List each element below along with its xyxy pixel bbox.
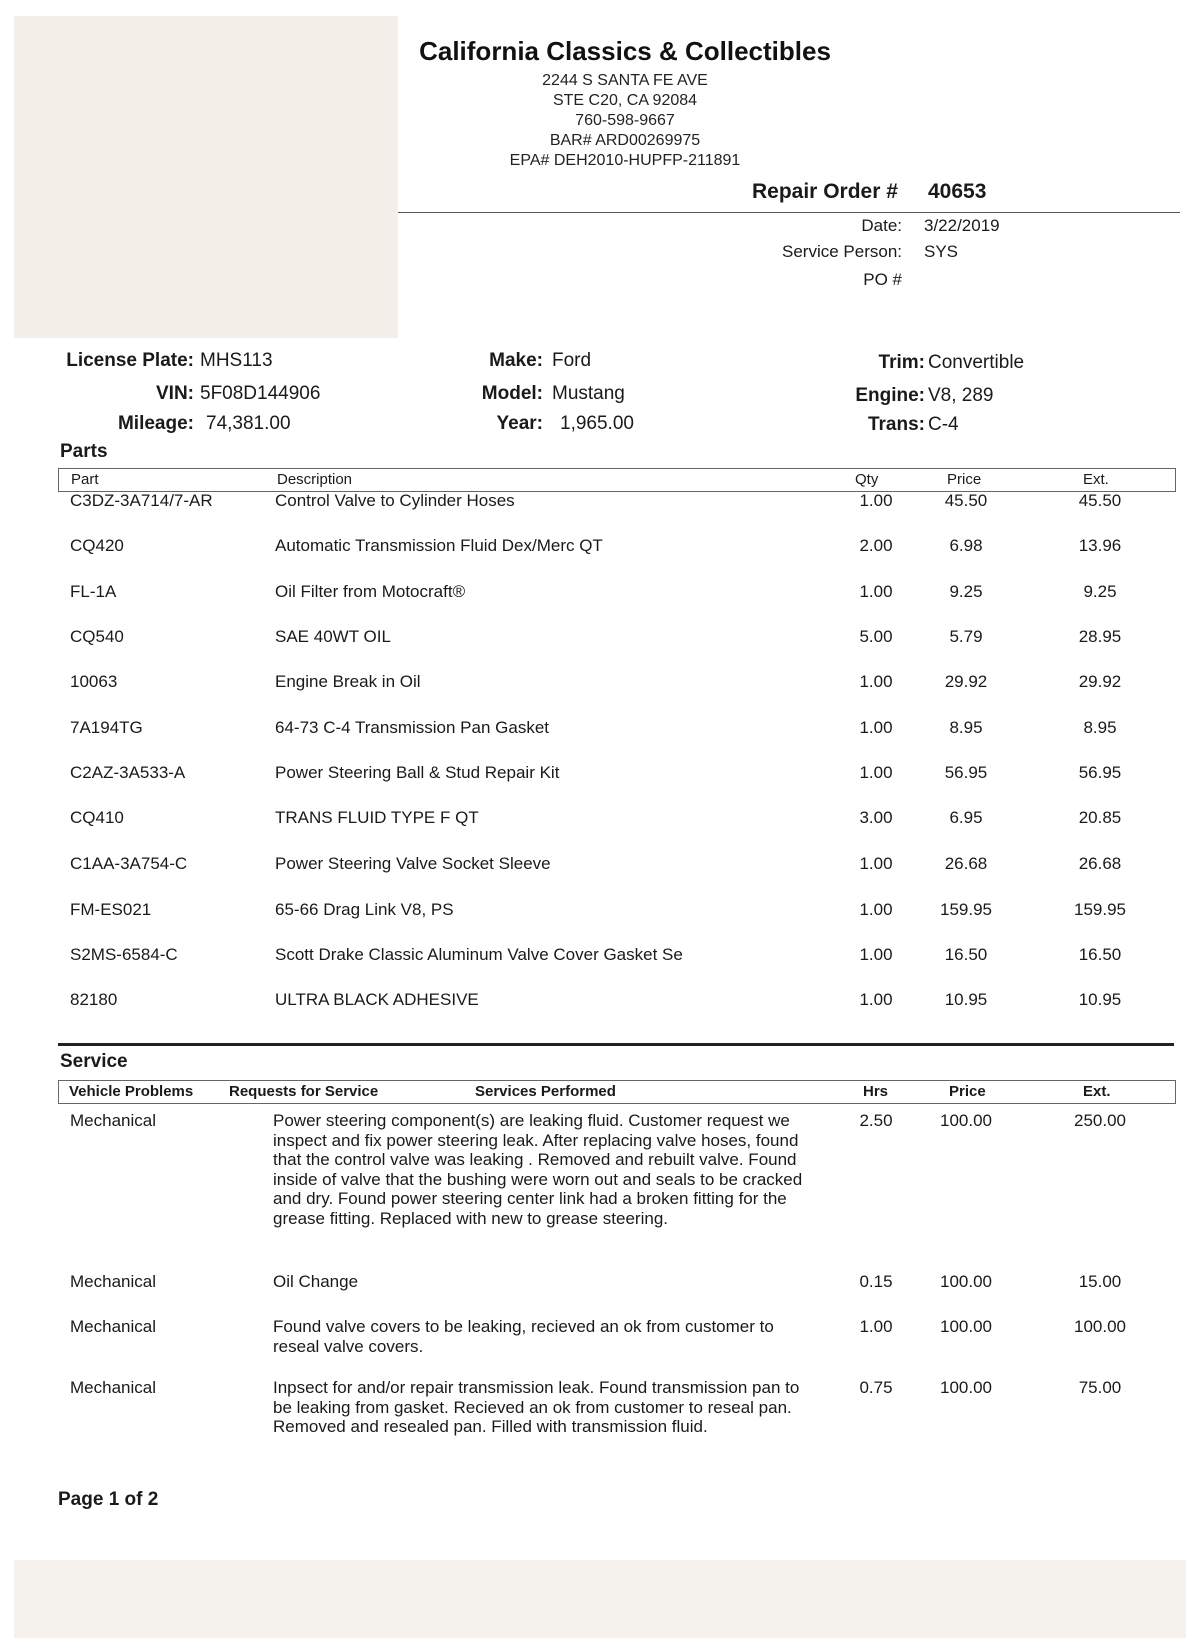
- part-description: TRANS FLUID TYPE F QT: [275, 808, 479, 827]
- part-price: 5.79: [949, 627, 983, 646]
- service-hrs: 0.75: [859, 1378, 893, 1397]
- part-description: Control Valve to Cylinder Hoses: [275, 491, 515, 510]
- part-qty: 2.00: [859, 536, 893, 555]
- service-price: 100.00: [940, 1378, 992, 1397]
- service-ext: 100.00: [1074, 1317, 1126, 1336]
- col-qty: Qty: [855, 471, 879, 488]
- part-ext: 13.96: [1078, 536, 1122, 555]
- part-number: FM-ES021: [70, 900, 152, 919]
- part-ext: 26.68: [1078, 854, 1122, 873]
- col-vehicle-problems: Vehicle Problems: [69, 1083, 194, 1100]
- part-price: 6.98: [949, 536, 983, 555]
- service-price: 100.00: [940, 1317, 992, 1336]
- year-value: 1,965.00: [560, 413, 634, 434]
- col-services-performed: Services Performed: [475, 1083, 616, 1100]
- header-divider: [398, 212, 1180, 213]
- part-description: Scott Drake Classic Aluminum Valve Cover Gasket Se: [275, 945, 683, 964]
- part-price: 9.25: [949, 582, 983, 601]
- trans-label: Trans:: [867, 414, 925, 435]
- service-person-value: SYS: [924, 242, 959, 261]
- part-price: 56.95: [944, 763, 988, 782]
- address-line: 2244 S SANTA FE AVE: [542, 72, 708, 89]
- service-problem: Mechanical: [70, 1378, 156, 1397]
- part-ext: 29.92: [1078, 672, 1122, 691]
- service-description: Oil Change: [273, 1272, 359, 1291]
- part-number: CQ420: [70, 536, 124, 555]
- repair-order-label: Repair Order #: [752, 180, 898, 203]
- repair-order-number: 40653: [928, 180, 987, 203]
- parts-section-title: Parts: [60, 441, 108, 462]
- part-description: 65-66 Drag Link V8, PS: [275, 900, 454, 919]
- part-qty: 1.00: [859, 900, 893, 919]
- part-price: 6.95: [949, 808, 983, 827]
- epa-number: EPA# DEH2010-HUPFP-211891: [509, 152, 741, 169]
- parts-row: [0, 627, 1200, 657]
- date-label: Date:: [861, 216, 902, 235]
- part-price: 10.95: [944, 990, 988, 1009]
- service-ext: 75.00: [1078, 1378, 1122, 1397]
- service-person-label: Service Person:: [782, 242, 902, 261]
- part-price: 29.92: [944, 672, 988, 691]
- trim-value: Convertible: [928, 352, 1025, 373]
- part-number: FL-1A: [70, 582, 117, 601]
- part-qty: 1.00: [859, 990, 893, 1009]
- parts-row: [0, 854, 1200, 884]
- col-hrs: Hrs: [863, 1083, 889, 1100]
- service-ext: 250.00: [1074, 1111, 1126, 1130]
- scan-shading: [14, 16, 398, 338]
- service-ext: 15.00: [1078, 1272, 1122, 1291]
- vin-value: 5F08D144906: [200, 383, 321, 404]
- col-requests: Requests for Service: [229, 1083, 379, 1100]
- make-label: Make:: [489, 350, 543, 371]
- parts-row: [0, 900, 1200, 930]
- parts-row: [0, 491, 1200, 521]
- parts-row: [0, 990, 1200, 1020]
- address-line: STE C20, CA 92084: [552, 92, 698, 109]
- col-ext: Ext.: [1083, 471, 1109, 488]
- part-qty: 1.00: [859, 718, 893, 737]
- part-qty: 1.00: [859, 763, 893, 782]
- service-price: 100.00: [940, 1272, 992, 1291]
- part-description: SAE 40WT OIL: [275, 627, 391, 646]
- scan-shading-bottom: [14, 1560, 1186, 1638]
- part-description: Engine Break in Oil: [275, 672, 421, 691]
- service-price: 100.00: [940, 1111, 992, 1130]
- part-description: Oil Filter from Motocraft®: [275, 582, 466, 601]
- model-value: Mustang: [552, 383, 625, 404]
- service-hrs: 2.50: [859, 1111, 893, 1130]
- part-number: C3DZ-3A714/7-AR: [70, 491, 213, 510]
- part-number: 82180: [70, 990, 118, 1009]
- trim-label: Trim:: [878, 352, 925, 373]
- part-description: Power Steering Ball & Stud Repair Kit: [275, 763, 560, 782]
- company-name: California Classics & Collectibles: [419, 36, 831, 66]
- mileage-value: 74,381.00: [206, 413, 291, 434]
- part-description: Power Steering Valve Socket Sleeve: [275, 854, 551, 873]
- service-problem: Mechanical: [70, 1317, 156, 1336]
- part-qty: 3.00: [859, 808, 893, 827]
- part-number: 10063: [70, 672, 118, 691]
- part-price: 16.50: [944, 945, 988, 964]
- part-number: CQ540: [70, 627, 124, 646]
- model-label: Model:: [481, 383, 543, 404]
- service-problem: Mechanical: [70, 1111, 156, 1130]
- engine-label: Engine:: [855, 385, 925, 406]
- part-qty: 1.00: [859, 491, 893, 510]
- parts-row: [0, 536, 1200, 566]
- col-service-ext: Ext.: [1083, 1083, 1111, 1100]
- service-description: Inpsect for and/or repair transmission leak. Found transmission pan to be leaking from gasket. Recieved an ok from customer to reseal pan. Removed and resealed pan. Filled with transmission fluid.: [273, 1378, 800, 1436]
- bar-number: BAR# ARD00269975: [549, 132, 701, 149]
- part-ext: 20.85: [1078, 808, 1122, 827]
- part-ext: 9.25: [1083, 582, 1117, 601]
- part-number: S2MS-6584-C: [70, 945, 178, 964]
- part-ext: 8.95: [1083, 718, 1117, 737]
- part-description: 64-73 C-4 Transmission Pan Gasket: [275, 718, 550, 737]
- part-qty: 1.00: [859, 672, 893, 691]
- service-section-title: Service: [60, 1051, 128, 1072]
- year-label: Year:: [496, 413, 543, 434]
- company-address: [470, 71, 780, 171]
- part-price: 45.50: [944, 491, 988, 510]
- part-qty: 5.00: [859, 627, 893, 646]
- license-plate-value: MHS113: [200, 350, 273, 371]
- service-description: Found valve covers to be leaking, recieved an ok from customer to reseal valve covers.: [273, 1317, 774, 1356]
- engine-value: V8, 289: [928, 385, 994, 406]
- col-service-price: Price: [949, 1083, 986, 1100]
- part-ext: 16.50: [1078, 945, 1122, 964]
- parts-table-header: [58, 468, 1176, 492]
- part-price: 8.95: [949, 718, 983, 737]
- part-ext: 10.95: [1078, 990, 1122, 1009]
- part-ext: 28.95: [1078, 627, 1122, 646]
- mileage-label: Mileage:: [117, 413, 194, 434]
- part-ext: 159.95: [1074, 900, 1126, 919]
- service-hrs: 1.00: [859, 1317, 893, 1336]
- parts-row: [0, 808, 1200, 838]
- part-description: ULTRA BLACK ADHESIVE: [275, 990, 479, 1009]
- part-price: 159.95: [940, 900, 992, 919]
- parts-row: [0, 672, 1200, 702]
- parts-row: [0, 718, 1200, 748]
- part-number: C1AA-3A754-C: [70, 854, 188, 873]
- date-value: 3/22/2019: [924, 216, 1000, 235]
- parts-row: [0, 945, 1200, 975]
- col-description: Description: [277, 471, 353, 488]
- part-description: Automatic Transmission Fluid Dex/Merc QT: [275, 536, 603, 555]
- parts-row: [0, 582, 1200, 612]
- service-table-header: [58, 1080, 1176, 1104]
- part-qty: 1.00: [859, 945, 893, 964]
- part-ext: 45.50: [1078, 491, 1122, 510]
- vin-label: VIN:: [156, 383, 194, 404]
- part-number: C2AZ-3A533-A: [70, 763, 186, 782]
- section-divider: [58, 1043, 1174, 1046]
- po-label: PO #: [863, 270, 902, 289]
- trans-value: C-4: [928, 414, 959, 435]
- part-qty: 1.00: [859, 854, 893, 873]
- phone-line: 760-598-9667: [575, 112, 675, 129]
- part-ext: 56.95: [1078, 763, 1122, 782]
- make-value: Ford: [552, 350, 592, 371]
- service-hrs: 0.15: [859, 1272, 893, 1291]
- parts-row: [0, 763, 1200, 793]
- part-number: CQ410: [70, 808, 124, 827]
- service-problem: Mechanical: [70, 1272, 156, 1291]
- col-part: Part: [71, 471, 99, 488]
- part-qty: 1.00: [859, 582, 893, 601]
- col-price: Price: [947, 471, 982, 488]
- part-number: 7A194TG: [70, 718, 143, 737]
- part-price: 26.68: [944, 854, 988, 873]
- service-description: Power steering component(s) are leaking fluid. Customer request we inspect and fix power steering leak. After replacing valve hoses, found that the control valve was leaking . Removed and rebuilt valve. Found inside of valve that the bushing were worn out and seals to be cracked and dry. Found power steering center link had a broken fitting for the grease fitting. Replaced with new to grease steering.: [273, 1111, 803, 1228]
- license-plate-label: License Plate:: [66, 350, 194, 371]
- page-number: Page 1 of 2: [58, 1489, 159, 1510]
